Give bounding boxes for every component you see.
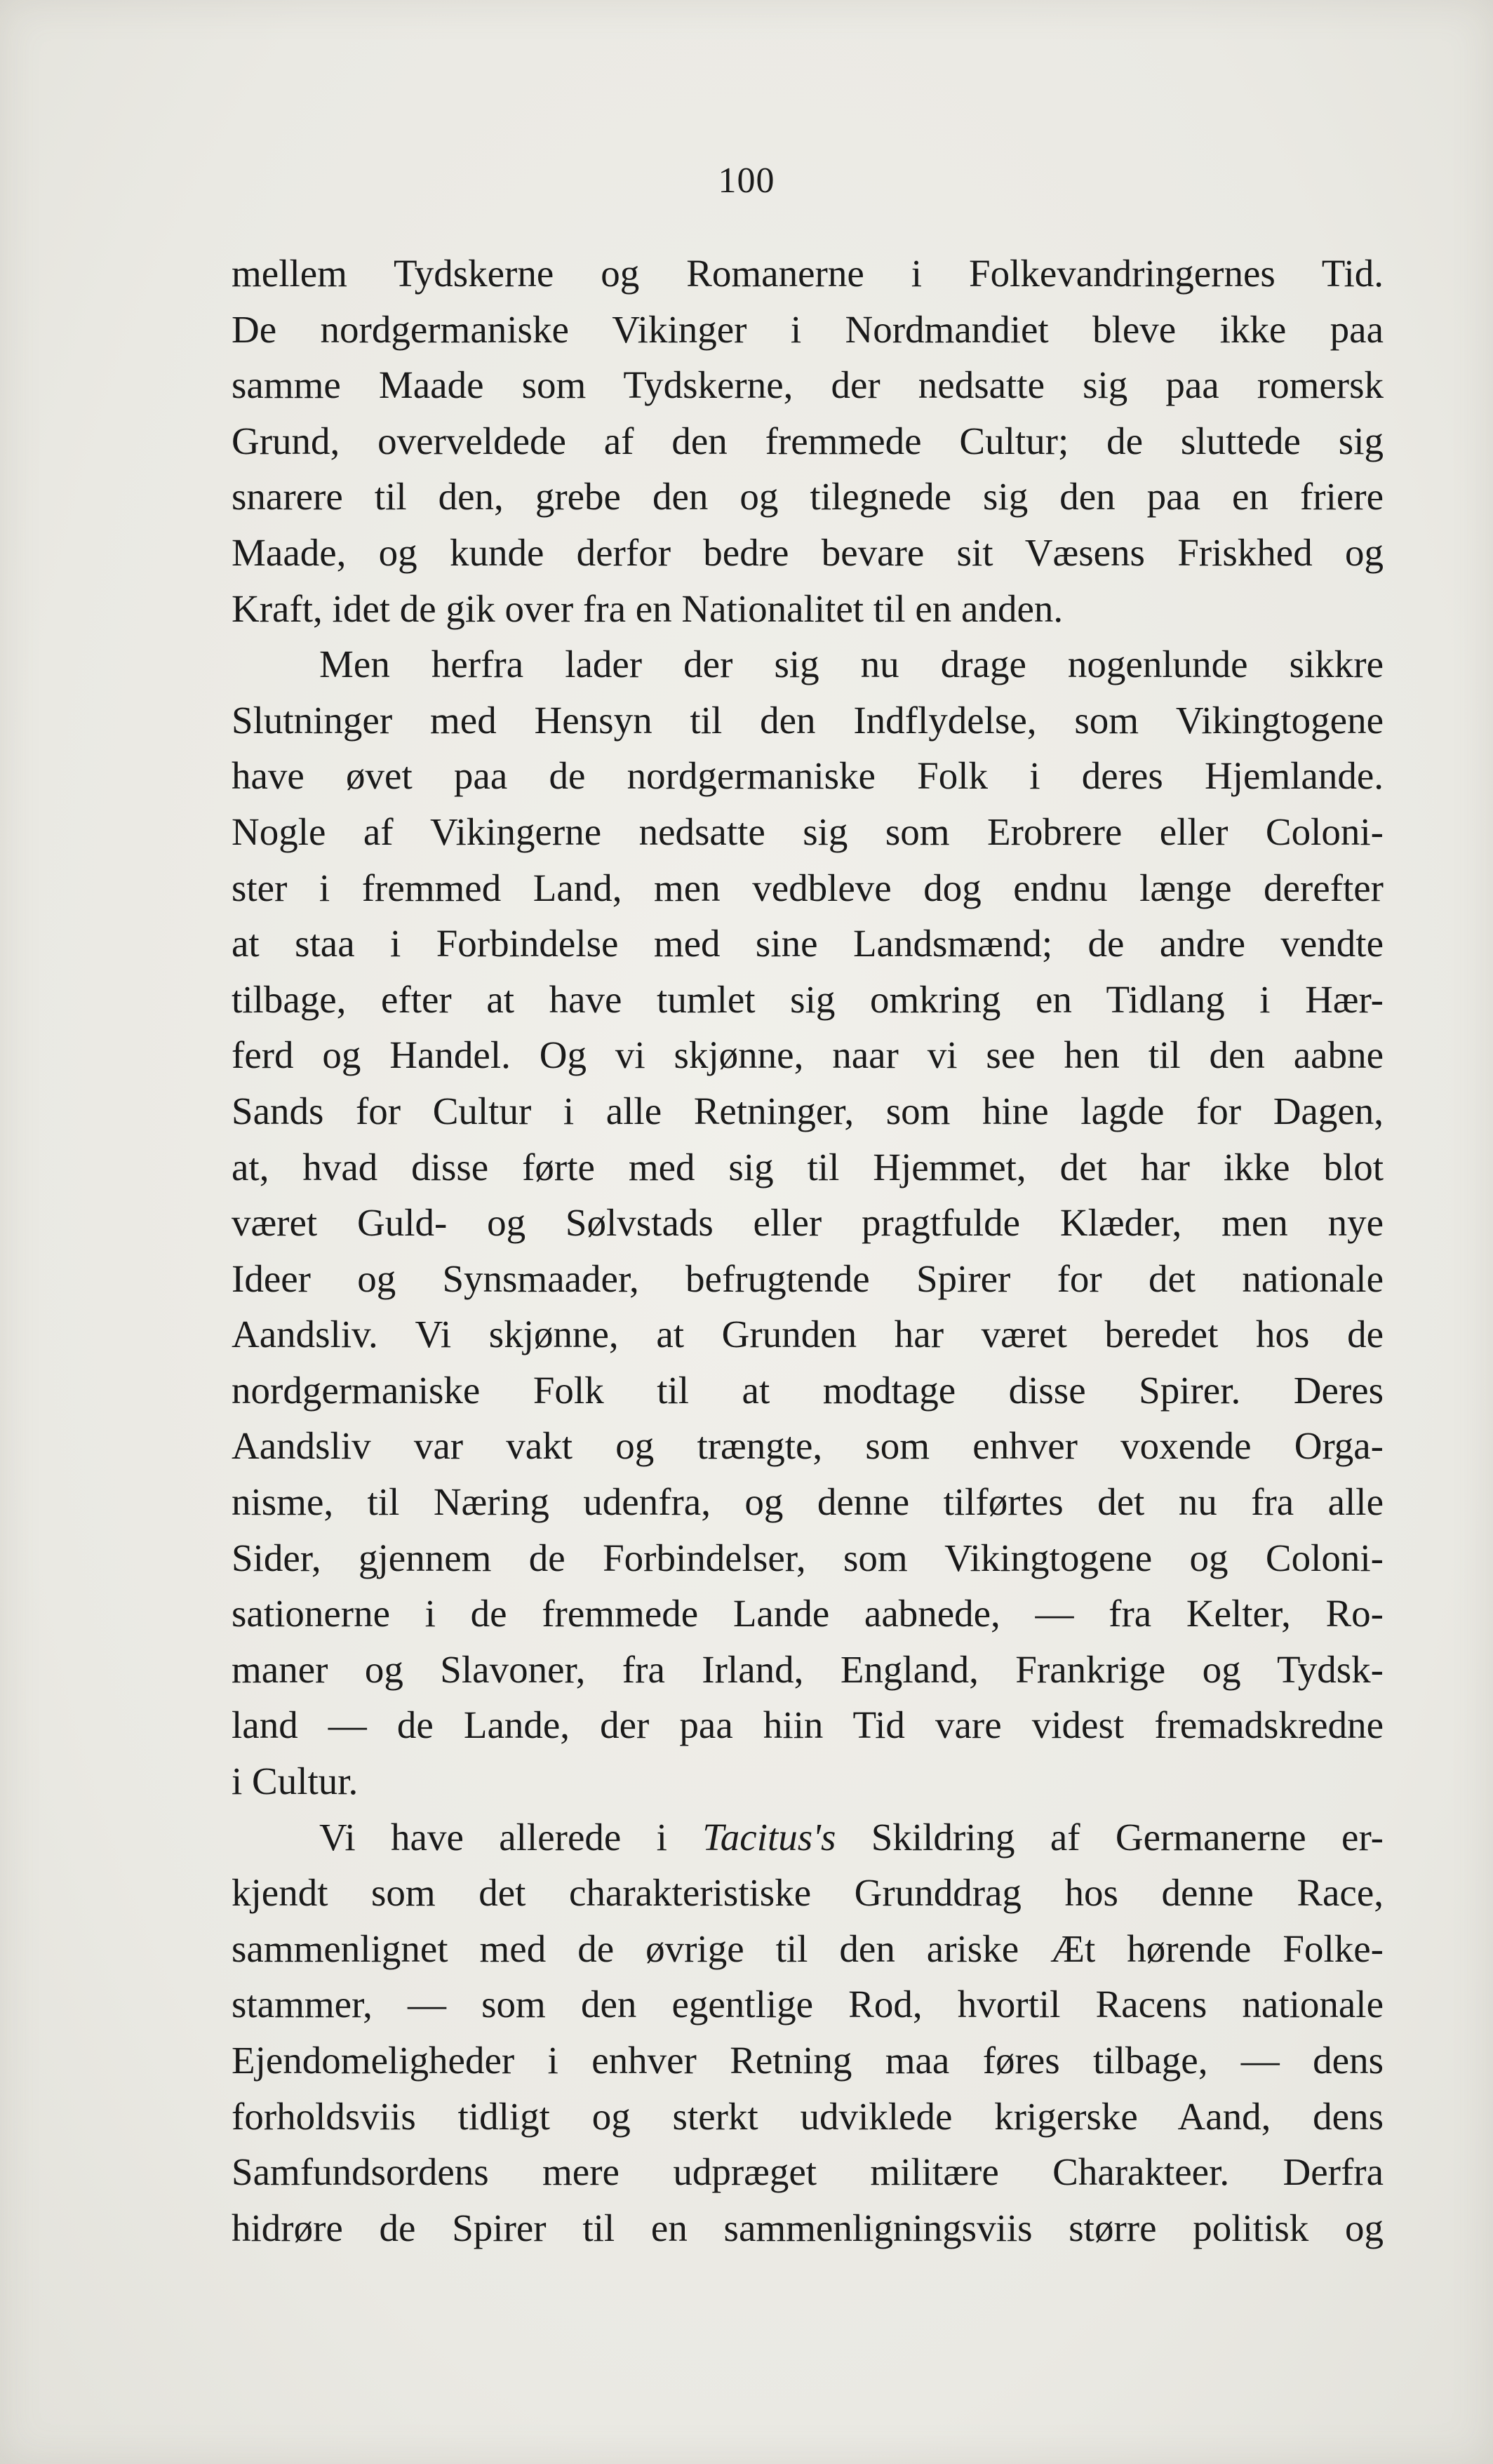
italic-name: Tacitus's: [702, 1815, 836, 1859]
text-line: Sider, gjennem de Forbindelser, som Vikingtogene og Coloni-: [232, 1536, 1384, 1579]
text-line: sammenlignet med de øvrige til den ariske Æt hørende Folke-: [232, 1927, 1384, 1970]
text-line: Ejendomeligheder i enhver Retning maa føres tilbage, — dens: [232, 2039, 1384, 2082]
text-line: mellem Tydskerne og Romanerne i Folkevandringernes Tid.: [232, 252, 1384, 295]
text-segment: Skildring af Germanerne er-: [871, 1815, 1384, 1859]
text-line: snarere til den, grebe den og tilegnede sig den paa en friere: [232, 475, 1384, 518]
text-line: have øvet paa de nordgermaniske Folk i deres Hjemlande.: [232, 754, 1384, 798]
text-line: Aandsliv. Vi skjønne, at Grunden har været beredet hos de: [232, 1313, 1384, 1356]
text-line: at, hvad disse førte med sig til Hjemmet, det har ikke blot: [232, 1145, 1384, 1189]
text-line: maner og Slavoner, fra Irland, England, Frankrige og Tydsk-: [232, 1647, 1384, 1691]
text-line: i Cultur.: [232, 1760, 359, 1803]
text-line: kjendt som det charakteristiske Grunddrag hos denne Race,: [232, 1871, 1384, 1915]
text-line: Grund, overveldede af den fremmede Cultur; de sluttede sig: [232, 419, 1384, 462]
text-line: at staa i Forbindelse med sine Landsmænd; de andre vendte: [232, 922, 1384, 965]
text-line: samme Maade som Tydskerne, der nedsatte sig paa romersk: [232, 363, 1384, 407]
page-number: 100: [718, 161, 775, 201]
text-line: sationerne i de fremmede Lande aabnede, — fra Kelter, Ro-: [232, 1592, 1384, 1635]
text-line: Nogle af Vikingerne nedsatte sig som Erobrere eller Coloni-: [232, 810, 1384, 853]
text-line: Kraft, idet de gik over fra en Nationalitet til en anden.: [232, 587, 1064, 630]
text-line: tilbage, efter at have tumlet sig omkring en Tidlang i Hær-: [232, 977, 1384, 1021]
paragraph-start-line: Men herfra lader der sig nu drage nogenlunde sikkre: [319, 643, 1384, 686]
text-line: Samfundsordens mere udpræget militære Charakteer. Derfra: [232, 2150, 1384, 2194]
text-line: land — de Lande, der paa hiin Tid vare videst fremadskredne: [232, 1703, 1384, 1747]
text-line: nordgermaniske Folk til at modtage disse Spirer. Deres: [232, 1368, 1384, 1412]
text-line: Slutninger med Hensyn til den Indflydelse, som Vikingtogene: [232, 698, 1384, 742]
text-line: Sands for Cultur i alle Retninger, som hine lagde for Dagen,: [232, 1089, 1384, 1132]
text-line: Maade, og kunde derfor bedre bevare sit Væsens Friskhed og: [232, 530, 1384, 574]
text-line: De nordgermaniske Vikinger i Nordmandiet bleve ikke paa: [232, 307, 1384, 351]
text-line: nisme, til Næring udenfra, og denne tilførtes det nu fra alle: [232, 1480, 1384, 1524]
paragraph-start-line: [232, 1809, 1384, 1866]
text-line: været Guld- og Sølvstads eller pragtfulde Klæder, men nye: [232, 1201, 1384, 1245]
text-line: Aandsliv var vakt og trængte, som enhver voxende Orga-: [232, 1424, 1384, 1468]
text-line: ferd og Handel. Og vi skjønne, naar vi see hen til den aabne: [232, 1033, 1384, 1077]
text-segment: Vi have allerede i: [319, 1815, 667, 1859]
text-line: hidrøre de Spirer til en sammenligningsviis større politisk og: [232, 2206, 1384, 2249]
text-line: forholdsviis tidligt og sterkt udviklede krigerske Aand, dens: [232, 2094, 1384, 2138]
text-line: stammer, — som den egentlige Rod, hvortil Racens nationale: [232, 1983, 1384, 2026]
body-text: [232, 246, 1384, 2256]
text-line: ster i fremmed Land, men vedbleve dog endnu længe derefter: [232, 866, 1384, 909]
text-line: Ideer og Synsmaader, befrugtende Spirer for det nationale: [232, 1257, 1384, 1300]
